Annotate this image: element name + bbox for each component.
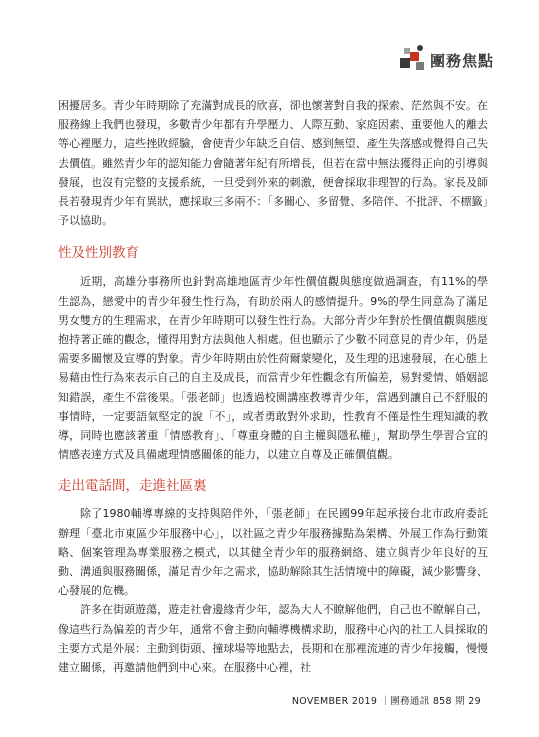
page-footer: NOVEMBER 2019 ｜團務通訊 858 期 29: [291, 696, 481, 707]
logo-text: 團務焦點: [430, 52, 495, 70]
intro-paragraph: 困擾居多。青少年時期除了充滿對成長的欣喜，卻也懷著對自我的探索、茫然與不安。在服務線上我們也發現，多數青少年都有升學壓力、人際互動、家庭因素、重要他人的離去等心裡壓力，這些挫敗經驗，會使青少年缺乏自信、感到無望、產生失落感或覺得自己失去價值。雖然青少年的認知能力會隨著年紀有所增長，但若在當中無法獲得正向的引導與發展，也沒有完整的支援系統，一旦受到外來的刺激，便會採取非理智的行為。家長及師長若發現青少年有異狀，應採取三多兩不：「多關心、多留覺、多陪伴、不批評、不標籤」予以協助。: [58, 99, 488, 228]
article-body: [58, 96, 488, 677]
paragraph: 許多在街頭遊蕩，遊走社會邊緣青少年，認為大人不瞭解他們，自己也不瞭解自己，像這些行為偏差的青少年，通常不會主動向輔導機構求助，服務中心內的社工人員採取的主要方式是外展：主動到街頭、撞球場等地點去，長期和在那裡流連的青少年接觸，慢慢建立關係，再邀請他們到中心來。在服務中心裡，社: [58, 603, 488, 675]
paragraph: 近期，高雄分事務所也針對高雄地區青少年性價值觀與態度做過調查，有11%的學生認為，戀愛中的青少年發生性行為，有助於兩人的感情提升。9%的學生同意為了滿足男女雙方的生理需求，在青少年時期可以發生性行為。大部分青少年對於性價值觀與態度抱持著正確的觀念，懂得用對方法與他人相處。但也顯示了少數不同意見的青少年，仍是需要多關懷及宣導的對象。青少年時期由於性荷爾蒙變化，及生理的迅速發展，在心態上易藉由性行為來表示自己的自主及成長，而當青少年性觀念有所偏差，易對愛情、婚姻認知錯誤，產生不當後果。「張老師」也透過校園講座教導青少年，當遇到讓自己不舒服的事情時，一定要語氣堅定的說「不」，或者勇敢對外求助，性教育不僅是性生理知識的教導，同時也應該著重「情感教育」、「尊重身體的自主權與隱私權」，幫助學生學習合宜的情感表達方式及具備處理情感關係的能力，以建立自尊及正確價值觀。: [58, 275, 488, 462]
section-heading-sex-education: 性及性別教育: [58, 245, 139, 262]
paragraph: 除了1980輔導專線的支持與陪伴外，「張老師」在民國99年起承接台北市政府委託辦理「臺北市東區少年服務中心」，以社區之青少年服務據點為架構、外展工作為行動策略、個案管理為專業服務之模式，以其健全青少年的服務網絡、建立與青少年良好的互動、溝通與服務關係，滿足青少年之需求，協助解除其生活情境中的障礙，減少影響身、心發展的危機。: [58, 507, 488, 598]
cube-cluster-icon: [396, 42, 428, 74]
section-heading-community: 走出電話間，走進社區裏: [58, 478, 207, 495]
header-logo: [386, 42, 496, 74]
